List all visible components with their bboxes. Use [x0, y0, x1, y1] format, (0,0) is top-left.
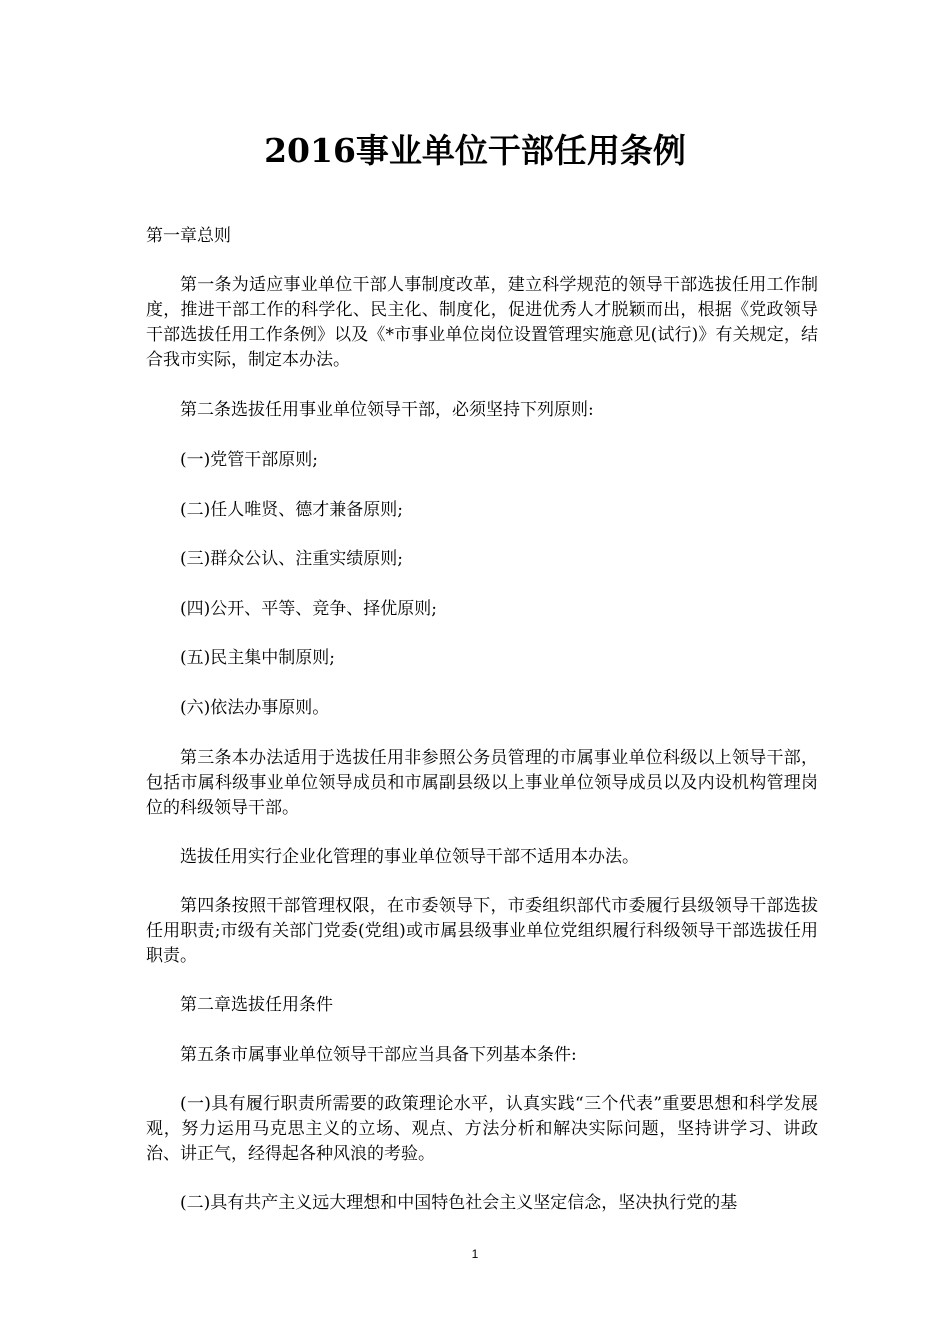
list-item: (一)党管干部原则;	[180, 450, 318, 470]
chapter-heading: 第一章总则	[146, 226, 231, 246]
paragraph: 第三条本办法适用于选拔任用非参照公务员管理的市属事业单位科级以上领导干部，包括市属科级事业单位领导成员和市属副县级以上事业单位领导成员以及内设机构管理岗位的科级领导干部。	[146, 748, 818, 818]
chapter-heading: 第二章选拔任用条件	[180, 995, 333, 1015]
list-item: (一)具有履行职责所需要的政策理论水平，认真实践“三个代表”重要思想和科学发展观，努力运用马克思主义的立场、观点、方法分析和解决实际问题，坚持讲学习、讲政治、讲正气，经得起各种风浪的考验。	[146, 1094, 818, 1164]
list-item: (二)具有共产主义远大理想和中国特色社会主义坚定信念，坚决执行党的基	[180, 1193, 738, 1213]
paragraph: 第一条为适应事业单位干部人事制度改革，建立科学规范的领导干部选拔任用工作制度，推进干部工作的科学化、民主化、制度化，促进优秀人才脱颖而出，根据《党政领导干部选拔任用工作条例》以及《*市事业单位岗位设置管理实施意见(试行)》有关规定，结合我市实际，制定本办法。	[146, 275, 818, 370]
list-item: (二)任人唯贤、德才兼备原则;	[180, 500, 403, 520]
page-number: 1	[471, 1247, 479, 1261]
list-item: (六)依法办事原则。	[180, 698, 330, 718]
document-title: 2016事业单位干部任用条例	[264, 131, 686, 170]
paragraph: 第五条市属事业单位领导干部应当具备下列基本条件:	[180, 1045, 577, 1065]
paragraph: 第四条按照干部管理权限，在市委领导下，市委组织部代市委履行县级领导干部选拔任用职责;市级有关部门党委(党组)或市属县级事业单位党组织履行科级领导干部选拔任用职责。	[146, 896, 818, 966]
list-item: (五)民主集中制原则;	[180, 648, 335, 668]
list-item: (四)公开、平等、竞争、择优原则;	[180, 599, 437, 619]
paragraph: 第二条选拔任用事业单位领导干部，必须坚持下列原则:	[180, 400, 594, 420]
paragraph: 选拔任用实行企业化管理的事业单位领导干部不适用本办法。	[180, 847, 639, 867]
list-item: (三)群众公认、注重实绩原则;	[180, 549, 403, 569]
